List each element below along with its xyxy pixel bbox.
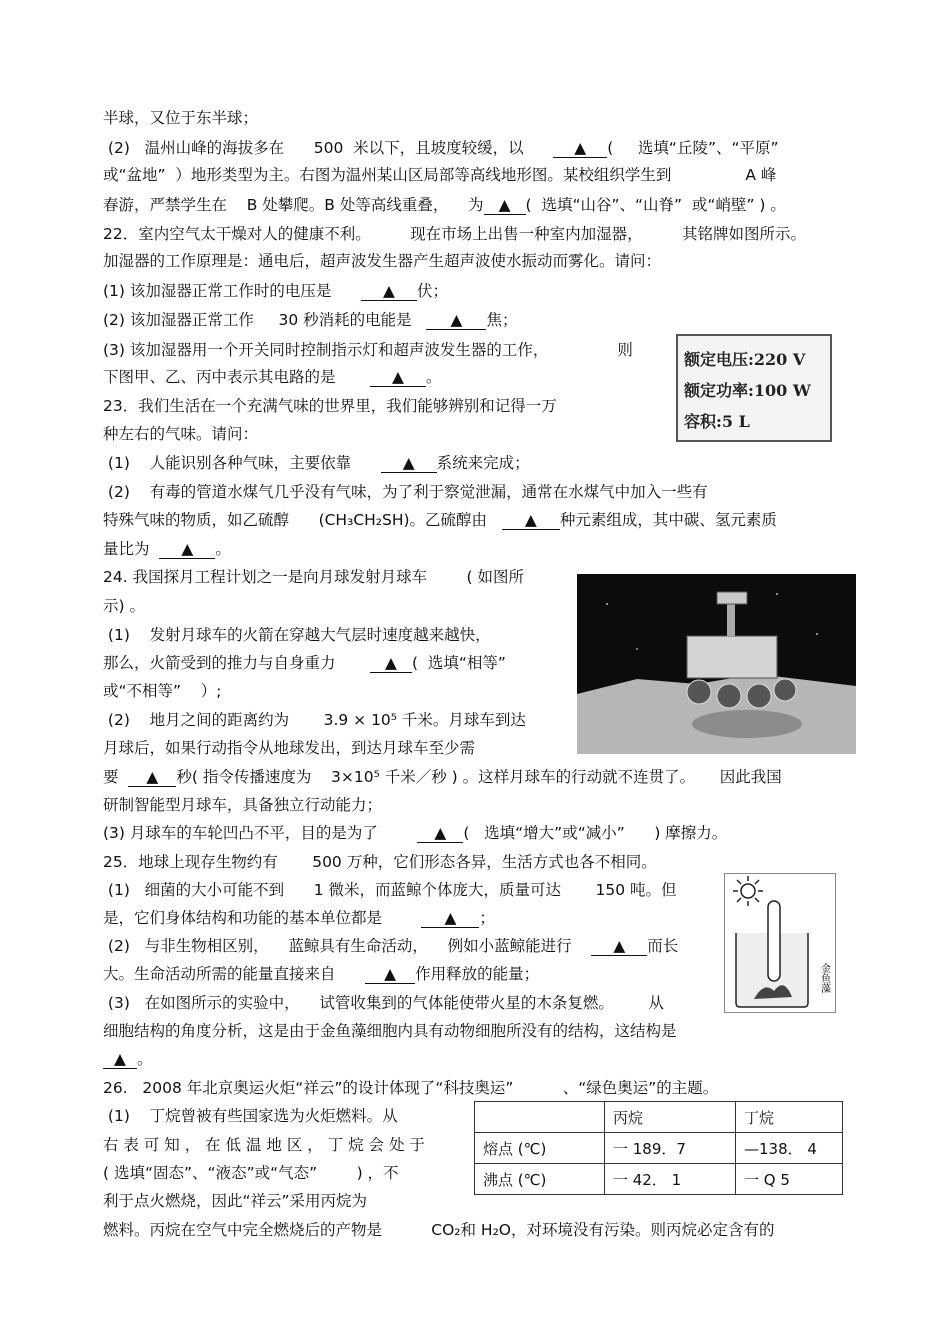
blank-marker: ▲ [402, 454, 415, 472]
text-line: 22．室内空气太干燥对人的健康不利。 现在市场上出售一种室内加湿器， 其铭牌如图所示。 [103, 225, 807, 243]
text-line: (1) 发射月球车的火箭在穿越大气层时速度越来越快， [103, 626, 491, 644]
blank-marker: ▲ [114, 1050, 126, 1068]
answer-blank[interactable] [421, 909, 479, 928]
table-cell: 一 42． 1 [605, 1164, 736, 1195]
text-line: 特殊气味的物质，如乙硫醇 (CH₃CH₂SH)。乙硫醇由 ▲ 种元素组成，其中碳、氢元素质 [103, 511, 777, 529]
melting-boiling-table [474, 1101, 843, 1195]
blank-marker: ▲ [434, 824, 447, 842]
answer-blank[interactable] [365, 965, 415, 984]
table-cell: 一 Q 5 [736, 1164, 843, 1195]
text-line: 25．地球上现存生物约有 500 万种，它们形态各异，生活方式也各不相同。 [103, 853, 657, 871]
text-line: 23．我们生活在一个充满气味的世界里，我们能够辨别和记得一万 [103, 397, 557, 415]
table-cell: 一 189．7 [605, 1133, 736, 1164]
text-line: (1) 细菌的大小可能不到 1 微米，而蓝鲸个体庞大，质量可达 150 吨。但 [103, 881, 677, 899]
text-line: (2) 有毒的管道水煤气几乎没有气味，为了利于察觉泄漏，通常在水煤气中加入一些有 [103, 483, 708, 501]
answer-blank[interactable] [484, 196, 526, 215]
rated-power: 额定功率:100 W [684, 381, 811, 400]
text-line: 或“不相等” ）; [103, 682, 222, 700]
text-line: 示) 。 [103, 597, 145, 615]
answer-blank[interactable] [553, 139, 607, 158]
table-row [475, 1133, 843, 1164]
blank-marker: ▲ [382, 282, 395, 300]
answer-blank[interactable] [591, 937, 647, 956]
table-cell: 熔点 (℃) [475, 1133, 605, 1164]
answer-blank[interactable] [361, 282, 417, 301]
answer-blank[interactable] [128, 768, 176, 787]
text-line: (2) 与非生物相区别， 蓝鲸具有生命活动， 例如小蓝鲸能进行 ▲ 而长 [103, 937, 679, 955]
answer-blank[interactable] [159, 540, 215, 559]
table-header-cell: 丁烷 [736, 1102, 843, 1133]
capacity: 容积:5 L [684, 412, 750, 431]
text-line: (1) 该加湿器正常工作时的电压是 ▲ 伏； [103, 282, 448, 300]
text-line: 利于点火燃烧，因此“祥云”采用丙烷为 [103, 1192, 368, 1210]
text-line: (1) 人能识别各种气味，主要依靠 ▲ 系统来完成； [103, 454, 530, 472]
text-line: (2) 地月之间的距离约为 3.9 × 10⁵ 千米。月球车到达 [103, 711, 526, 729]
text-line: 是，它们身体结构和功能的基本单位都是 ▲ ； [103, 909, 495, 927]
text-line: 燃料。丙烷在空气中完全燃烧后的产物是 CO₂和 H₂O，对环境没有污染。则丙烷必定含有的 [103, 1221, 775, 1239]
svg-text:金鱼藻: 金鱼藻 [818, 963, 830, 993]
text-line: 大。生命活动所需的能量直接来自 ▲ 作用释放的能量； [103, 965, 540, 983]
blank-marker: ▲ [524, 511, 537, 529]
text-line: 月球后，如果行动指令从地球发出，到达月球车至少需 [103, 739, 476, 757]
table-cell: 沸点 (℃) [475, 1164, 605, 1195]
text-line: 加湿器的工作原理是：通电后，超声波发生器产生超声波使水振动而雾化。请问： [103, 252, 662, 270]
text-line: (3) 月球车的车轮凹凸不平，目的是为了 ▲ ( 选填“增大”或“减小” ) 摩擦力。 [103, 824, 728, 842]
experiment-figure [724, 873, 836, 1013]
text-line: 要 ▲ 秒( 指令传播速度为 3×10⁵ 千米／秒 ) 。这样月球车的行动就不连贯了。 因此我国 [103, 768, 782, 786]
text-line: 细胞结构的角度分析，这是由于金鱼藻细胞内具有动物细胞所没有的结构，这结构是 [103, 1022, 677, 1040]
text-line: 24. 我国探月工程计划之一是向月球发射月球车 ( 如图所 [103, 568, 524, 586]
text-line: 下图甲、乙、丙中表示其电路的是 ▲ 。 [103, 368, 442, 386]
blank-marker: ▲ [146, 768, 159, 786]
text-line: (3) 该加湿器用一个开关同时控制指示灯和超声波发生器的工作， 则 [103, 341, 633, 359]
text-line: 种左右的气味。请问： [103, 425, 259, 443]
text-line: 量比为 ▲ 。 [103, 540, 231, 558]
blank-marker: ▲ [613, 937, 626, 955]
lunar-rover-photo [577, 574, 856, 754]
blank-marker: ▲ [444, 909, 457, 927]
blank-marker: ▲ [385, 654, 397, 672]
answer-blank[interactable] [381, 454, 437, 473]
blank-marker: ▲ [181, 540, 194, 558]
table-row [475, 1164, 843, 1195]
rated-voltage: 额定电压:220 V [684, 350, 806, 369]
table-header-cell: 丙烷 [605, 1102, 736, 1133]
text-line: ▲ 。 [103, 1047, 153, 1071]
text-line: 26. 2008 年北京奥运火炬“祥云”的设计体现了“科技奥运” 、“绿色奥运”的主题。 [103, 1079, 719, 1097]
answer-blank[interactable] [103, 1050, 137, 1069]
table-header-cell [475, 1102, 605, 1133]
text-line: (2) 该加湿器正常工作 30 秒消耗的电能是 ▲ 焦； [103, 311, 518, 329]
text-line: (1) 丁烷曾被有些国家选为火炬燃料。从 [103, 1107, 398, 1125]
answer-blank[interactable] [417, 824, 463, 843]
text-line: (3) 在如图所示的实验中， 试管收集到的气体能使带火星的木条复燃。 从 [103, 994, 664, 1012]
text-line: 研制智能型月球车，具备独立行动能力； [103, 796, 383, 814]
blank-marker: ▲ [450, 311, 463, 329]
text-line: 或“盆地” ）地形类型为主。右图为温州某山区局部等高线地形图。某校组织学生到 A 峰 [103, 166, 777, 184]
blank-marker: ▲ [384, 965, 397, 983]
answer-blank[interactable] [370, 368, 426, 387]
blank-marker: ▲ [392, 368, 404, 386]
table-header-row [475, 1102, 843, 1133]
answer-blank[interactable] [370, 654, 412, 673]
table-cell: —138． 4 [736, 1133, 843, 1164]
answer-blank[interactable] [502, 511, 560, 530]
text-line: 右 表 可 知 ， 在 低 温 地 区 ， 丁 烷 会 处 于 [103, 1136, 425, 1154]
blank-marker: ▲ [574, 139, 587, 157]
text-line: ( 选填“固态”、“液态”或“气态” ) ，不 [103, 1164, 399, 1182]
text-line: 那么，火箭受到的推力与自身重力 ▲ ( 选填“相等” [103, 654, 506, 672]
text-line: (2) 温州山峰的海拔多在 500 米以下，且坡度较缓，以 ▲ ( 选填“丘陵”、“平原” [103, 139, 779, 157]
blank-marker: ▲ [498, 196, 511, 214]
text-line: 半球，又位于东半球； [103, 109, 259, 127]
humidifier-nameplate [676, 334, 832, 442]
text-line: 春游，严禁学生在 B 处攀爬。B 处等高线重叠， 为 ▲ ( 选填“山谷”、“山脊” 或“峭壁” ) 。 [103, 196, 786, 214]
answer-blank[interactable] [426, 311, 486, 330]
